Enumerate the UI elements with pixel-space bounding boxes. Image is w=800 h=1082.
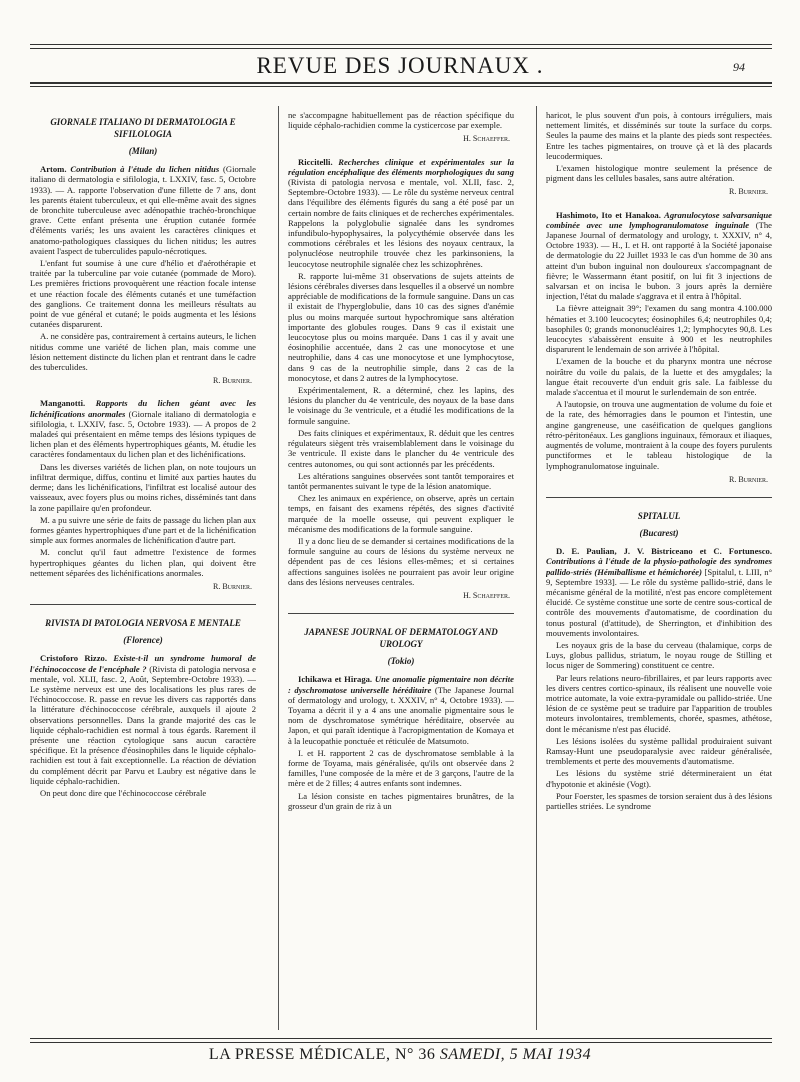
- paragraph: Expérimentalement, R. a déterminé, chez les lapins, des lésions du plancher du 4e ventricule, des noyaux de la base dans le voisinage du 3e ventricule, et a étudié les modifications de la formule sanguine.: [288, 385, 514, 426]
- article-paulian: [546, 546, 772, 638]
- section-city-tokio: (Tokio): [387, 656, 415, 667]
- header-rule-top-2: [30, 48, 772, 49]
- author: Ichikawa et Hiraga.: [298, 674, 373, 685]
- signature: H. Schaeffer.: [463, 134, 510, 144]
- article-title: Recherches clinique et expérimentales sur la régulation encéphalique des éléments morphologiques du sang: [288, 156, 514, 177]
- header-rule-bottom-2: [30, 86, 772, 87]
- article-artom: [30, 164, 256, 256]
- column-1: [30, 110, 256, 1028]
- paragraph: Par leurs relations neuro-fibrillaires, et par leurs rapports avec les divers centres cortico-spinaux, ils réalisent une nouvelle voie motrice automate, la voie extra-pyramidale ou pallido-striée. Une lésion de ce système peut se traduire par l'apparition de troubles moteurs involontaires, tremblements, chorée, spasmes, athétose, dont le mécanisme n'est pas élucidé.: [546, 672, 772, 734]
- article-ichikawa: [288, 674, 514, 745]
- signature: R. Burnier.: [728, 187, 768, 197]
- paragraph: R. rapporte lui-même 31 observations de sujets atteints de lésions cérébrales diverses dans lesquelles il a observé un nombre appréciable de modifications de la formule sanguine. Dans un cas il existait de l'hyperglobulie, dans 10 cas des signes d'anémie plus ou moins marquée surtout hypochromique sans altération importante des globules rouges. Dans 9 cas il existait une leucocytose plus ou moins marquée. Dans 1 cas il y avait une éosinophilie accentuée, dans 2 cas une monocytose et une neutrophilie, dans 4 cas une monocytose et une lymphocytose, dans 9 cas de la neutrophilie simple, dans 2 cas de la monocytose, et dans 2 autres de la lymphocytose.: [288, 270, 514, 383]
- section-title-rivista: RIVISTA DI PATOLOGIA NERVOSA E MENTALE: [45, 618, 241, 629]
- section-separator: [30, 604, 256, 605]
- footer-rule-top: [30, 1038, 772, 1039]
- article-title: Rapports du lichen géant avec les lichénifications anormales: [30, 398, 256, 419]
- section-city-bucarest: (Bucarest): [639, 527, 679, 538]
- section-city-florence: (Florence): [123, 635, 163, 646]
- author: Artom.: [40, 164, 67, 175]
- paragraph: A l'autopsie, on trouva une augmentation de volume du foie et de la rate, des hémorragies dans le poumon et l'intestin, une angine gangreneuse, une caséification de quelques ganglions rétro-péritonéaux. Les ganglions inguinaux, fémoraux et iliaques, augmentés de volume, montraient à la coupe des foyers purulents punctiformes et le tableau histologique de la lymphogranulomatose inguinale.: [546, 399, 772, 471]
- signature: R. Burnier.: [212, 376, 252, 386]
- section-title-spitalul: SPITALUL: [637, 510, 681, 521]
- footer-rule-top-2: [30, 1042, 772, 1043]
- section-title-giornale: GIORNALE ITALIANO DI DERMATOLOGIA E SIFILOLOGIA: [50, 117, 236, 139]
- footer-issue-number: N° 36: [394, 1046, 436, 1063]
- author: Cristoforo Rizzo.: [40, 653, 107, 664]
- paragraph: (Rivista di patologia nervosa e mentale, vol. XLII, fasc. 2, Septembre-Octobre 1933). — Le rôle du système nerveux central dans l'équilibre des éléments figurés du sang a été posé par un certain nombre de faits cliniques et de recherches expérimentales. Rappelons la polyglobulie signalée dans les syndromes infundibulo-hypophysaires, la polycythémie observée dans les commotions cérébrales et les lésions des noyaux centraux, la polynucléose neutrophile trouvée chez les parkinsoniens, la leucocytose neutrophile signalée chez les schizophrènes.: [288, 177, 514, 269]
- paragraph: I. et H. rapportent 2 cas de dyschromatose semblable à la forme de Toyama, mais généralisée, qu'ils ont observée dans 2 familles, l'une composée de la mère et de 3 garçons, l'autre de la mère et de 2 filles; 4 autres enfants sont indemnes.: [288, 747, 514, 789]
- section-separator: [288, 613, 514, 614]
- author: Hashimoto, Ito et Hanakoa.: [556, 209, 661, 220]
- article-rizzo: [30, 653, 256, 786]
- paragraph: M. a pu suivre une série de faits de passage du lichen plan aux formes géantes hypertrophiques d'une part et de la lichénification simple aux formes anormales de lichénification d'autre part.: [30, 514, 256, 546]
- paragraph: ne s'accompagne habituellement pas de réaction spécifique du liquide céphalo-rachidien comme la cysticercose par exemple.: [288, 110, 514, 131]
- paragraph: La lésion consiste en taches pigmentaires brunâtres, de la grosseur d'un grain de riz à un: [288, 790, 514, 811]
- paragraph: (The Japanese Journal of dermatology and urology, t. XXXIV, n° 4, Octobre 1933). — H., I. et H. ont rapporté à la Société japonaise de dermatologie du 22 Juillet 1933 le cas d'un homme de 30 ans atteint d'un bubon inguinal non douloureux s'accompagnant de fièvre; le Wassermann étant positif, on lui fit 3 injections de salvarsan et on incisa le bubon. 3 jours après la dernière injection, l'état du malade s'aggrava et il entra à l'hôpital.: [546, 219, 772, 302]
- paragraph: (Rivista di patologia nervosa e mentale, vol. XLII, fasc. 2, Août, Septembre-Octobre 1933). — Le système nerveux est une des localisations les plus rares de l'échinococcose. R. passe en revue les divers cas rapportés dans la littérature d'échinococcose cérébrale, auxquels il ajoute 2 observations personnelles. Dans la grande majorité des cas le liquide céphalo-rachidien est normal à tous égards. Rarement il présente une réaction cytologique sans aucun caractère spécifique. Et la présence d'éosinophiles dans le liquide céphalo-rachidien est tout à fait exceptionnelle. La réaction de déviation du complément décrit par Parvu et Laubry est négative dans le liquide céphalo-rachidien.: [30, 663, 256, 786]
- paragraph: (Giornale italiano di dermatologia e sifilologia, t. LXXIV, fasc. 5, Octobre 1933). — A propos de 2 maladeś qui présentaient en même temps des lésions typiques de lichen plan et des éléments hypertrophiques géants, M. étudie les caractères fondamentaux du lichen plan et des lichénifications.: [30, 408, 256, 460]
- column-divider-2: [536, 106, 537, 1030]
- column-3: [546, 110, 772, 1028]
- footer-date: SAMEDI, 5 MAI 1934: [439, 1046, 592, 1063]
- article-riccitelli: [288, 157, 514, 269]
- article-title: Existe-t-il un syndrome humoral de l'échinococcose de l'encéphale ?: [30, 653, 256, 674]
- header-rule-top: [30, 44, 772, 45]
- section-separator: [546, 497, 772, 498]
- paragraph: Les altérations sanguines observées sont tantôt temporaires et tantôt permanentes suivant le type de la lésion anatomique.: [288, 470, 514, 491]
- section-city-milan: (Milan): [128, 146, 158, 156]
- header-rule-bottom: [30, 82, 772, 84]
- paragraph: Les lésions du système strié détermineraient un état d'hypotonie et akinésie (Vogt).: [546, 768, 772, 789]
- author: Riccitelli.: [298, 156, 333, 167]
- article-title: Contributions à l'étude de la physio-pathologie des syndromes pallido-striés (Hémiballisme et hémichorée): [546, 556, 772, 577]
- paragraph: M. conclut qu'il faut admettre l'existence de formes hypertrophiques géantes du lichen plan, qui doivent être nettement séparées des lichénifications anormales.: [30, 547, 256, 578]
- paragraph: L'examen histologique montre seulement la présence de pigment dans les cellules basales, sans autre altération.: [546, 163, 772, 184]
- paragraph: Pour Foerster, les spasmes de torsion seraient dus à des lésions partielles striées. Le syndrome: [546, 790, 772, 811]
- paragraph: On peut donc dire que l'échinococcose cérébrale: [40, 787, 207, 798]
- signature: R. Burnier.: [212, 581, 252, 591]
- paragraph: L'examen de la bouche et du pharynx montra une nécrose noirâtre du voile du palais, de la luette et des amygdales; la langue était recouverte d'un enduit gris sale. La faiblesse du malade s'accentua et il mourut le surlendemain de son entrée.: [546, 356, 772, 398]
- author: Manganotti.: [40, 398, 86, 409]
- paragraph: Des faits cliniques et expérimentaux, R. déduit que les centres régulateurs siègent très vraisemblablement dans le voisinage du 3e ventricule. Il existe dans le plancher du 4e ventricule des centres autonomes, ou qui sont actionnés par les précédents.: [288, 427, 514, 469]
- article-manganotti: [30, 398, 256, 459]
- paragraph: A. ne considère pas, contrairement à certains auteurs, le lichen nitidus comme une variété de lichen plan, mais comme une lésion nettement distincte du lichen plan et rentrant dans le cadre des tuberculides.: [30, 331, 256, 373]
- paragraph: (Giornale italiano di dermatologia e sifilologia, t. LXXIV, fasc. 5, Octobre 1933). — A. rapporte l'observation d'une fillette de 7 ans, dont les parents étaient tuberculeux, et qui elle-même avait des signes de bronchite tuberculeuse avec adénopathie trachéo-bronchique grave. Cette enfant présenta une éruption cutanée formée d'éléments variés; les uns avaient les caractères cliniques et anatomo-pathologiques classiques du lichen nitidus; les autres avaient l'aspect de tuberculides papulo-nécrotiques.: [30, 164, 256, 256]
- paragraph: Il y a donc lieu de se demander si certaines modifications de la formule sanguine au cours de lésions du système nerveux ne dépendent pas de ces lésions elles-mêmes; et si certaines affections sanguines isolées ne pourraient pas avoir leur origine dans des lésions nerveuses centrales.: [288, 535, 514, 587]
- article-title: Contribution à l'étude du lichen nitidus: [70, 164, 220, 175]
- page-number: 94: [733, 60, 745, 74]
- footer-journal: LA PRESSE MÉDICALE,: [208, 1046, 391, 1063]
- paragraph: Les lésions isolées du système pallidal produiraient suivant Ramsay-Hunt une pseudoparalysie avec raideur généralisée, tremblements et perte des mouvements d'automatisme.: [546, 735, 772, 767]
- paragraph: La fièvre atteignait 39°; l'examen du sang montra 4.100.000 hématies et 3.100 leucocytes; éosinophiles 6,4; neutrophiles 0,4; basophiles 0; grands mononucléaires 1,2; lymphocytes 90,8. Les leucocytes s'abaissèrent ensuite à 900 et les neutrophiles disparurent le lendemain de son arrivée à l'hôpital.: [546, 303, 772, 355]
- signature: R. Burnier.: [728, 474, 768, 484]
- article-title: Une anomalie pigmentaire non décrite : dyschromatose universelle héréditaire: [288, 674, 514, 695]
- section-title-japanese-journal: JAPANESE JOURNAL OF DERMATOLOGY AND UROLOGY: [304, 627, 498, 650]
- paragraph: (The Japanese Journal of dermatology and urology, t. XXXIV, n° 4, Octobre 1933). — Toyama a décrit il y a 4 ans une anomalie pigmentaire sous le nom de dyschromatose symétrique héréditaire, observée au Japon, et qui paraît identique à l'acropigmentation de Komaya et à la leucopathie ponctuée et réticulée de Matsumoto.: [288, 684, 514, 746]
- article-hashimoto: [546, 210, 772, 302]
- paragraph: L'enfant fut soumise à une cure d'hélio et d'aérothérapie et traitée par la tuberculine par voie cutanée (pommade de Moro). Les premières frictions provoquèrent une réaction focale intense et une réaction focale des éléments cutanés et une tuméfaction des ganglions. Ce traitement donna les meilleurs résultats au point de vue général et cutané; le poids augmenta et les lésions cutanées disparurent.: [30, 258, 256, 330]
- column-2: [288, 110, 514, 1028]
- paragraph: Dans les diverses variétés de lichen plan, on note toujours un infiltrat dermique, diffus, continu et limité aux parties hautes du derme; dans les lichénifications, l'infiltrat est localisé autour des vaisseaux, avec foyers plus ou moins riches, disséminés tant dans la zone papillaire qu'en profondeur.: [30, 461, 256, 513]
- paragraph: Chez les animaux en expérience, on observe, après un certain temps, en faisant des examens répétés, des signes d'activité marquée de la moelle osseuse, qui peuvent expliquer le mécanisme des modifications de la formule sanguine.: [288, 493, 514, 534]
- signature: H. Schaeffer.: [463, 590, 510, 600]
- column-divider-1: [278, 106, 279, 1030]
- paragraph: Les noyaux gris de la base du cerveau (thalamique, corps de Luys, globus pallidus, striatum, le noyau rouge de Stilling et locus niger de Sommering) constituent ce centre.: [546, 639, 772, 671]
- article-title: Agranulocytose salvarsanique combinée avec une lymphogranulomatose inguinale: [546, 209, 772, 230]
- footer: [0, 1046, 800, 1064]
- journal-section-title: REVUE DES JOURNAUX .: [256, 53, 544, 78]
- paragraph: [Spitalul, t. LIII, n° 9, Septembre 1933]. — Le rôle du système pallido-strié, dans le mécanisme général de la motilité, n'est pas encore complètement élucidé. Ce système constitue une sorte de centre sous-cortical de contrôle des mouvements d'automatisme, de coordination du tonus postural (d'attitude), de Sherrington, et d'inhibition des mouvements involontaires.: [546, 566, 772, 638]
- author: D. E. Paulian, J. V. Bistriceano et C. Fortunesco.: [556, 546, 772, 557]
- paragraph: haricot, le plus souvent d'un pois, à contours irréguliers, mais nettement limités, et disséminés sur toute la surface du corps. Seules la paume des mains et la plante des pieds sont respectées. Entre les taches pigmentaires, on trouve çà et là des placards leucodermiques.: [546, 110, 772, 161]
